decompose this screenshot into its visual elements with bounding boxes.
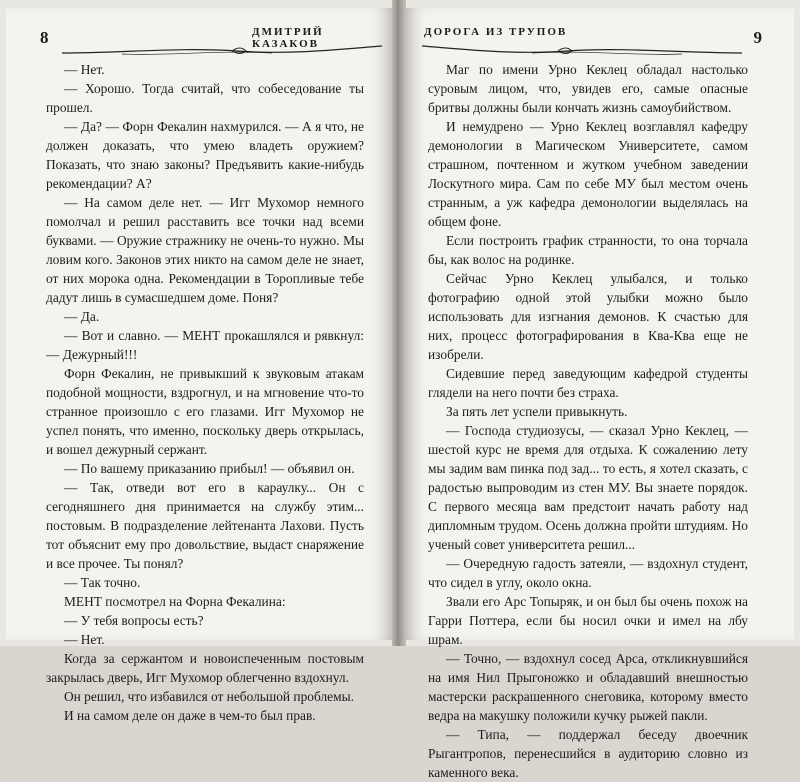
paragraph: И на самом деле он даже в чем-то был прав.: [64, 708, 316, 723]
paragraph: — Да? — Форн Фекалин нахмурился. — А я что, не должен доказать, что умею владеть оружием? Показать, что знаю законы? Предъявить какие-нибудь рекомендации? А?: [46, 119, 364, 191]
paragraph: — Точно, — вздохнул сосед Арса, откликнувшийся на имя Нил Прыгоножко и обладавший внешностью мастерски раскрашенного снеговика, которому вместо ведра на макушку положили кучку рыжей пакли.: [428, 651, 748, 723]
paragraph: За пять лет успели привыкнуть.: [446, 404, 628, 419]
book-gutter: [392, 0, 406, 646]
paragraph: — На самом деле нет. — Игг Мухомор немного помолчал и решил расставить все точки над всеми буквами. — Оружие стражнику не очень-то нужно. Мы ловим кого. Законов этих никто на самом деле не знает, от них морока одна. Рекомендации в Торопливые тебе дадут лишь в сумасшедшем доме. Поня?: [46, 195, 364, 305]
header-ornament-icon: [62, 44, 382, 58]
paragraph: — Так, отведи вот его в караулку... Он с сегодняшнего дня принимается на службу этим... постовым. В подразделение лейтенанта Лахови. Пусть тот объяснит ему про довольствие, выдаст снаряжение и все прочее. Ты понял?: [46, 480, 364, 571]
paragraph: МЕНТ посмотрел на Форна Фекалина:: [64, 594, 286, 609]
paragraph: Когда за сержантом и новоиспеченным постовым закрылась дверь, Игг Мухомор облегченно вздохнул.: [46, 651, 364, 685]
header-ornament-icon: [422, 44, 742, 58]
right-page-text: [428, 60, 748, 782]
running-head: ДМИТРИЙ КАЗАКОВ: [252, 26, 324, 50]
paragraph: Сидевшие перед заведующим кафедрой студенты глядели на него почти без страха.: [428, 366, 748, 400]
page-number: 9: [753, 28, 762, 47]
paragraph: — Очередную гадость затеяли, — вздохнул студент, что сидел в углу, около окна.: [428, 556, 748, 590]
paragraph: — Типа, — поддержал беседу двоечник Рыгантропов, перенесшийся в аудиторию словно из каменного века.: [428, 727, 748, 780]
paragraph: Он решил, что избавился от небольшой проблемы.: [64, 689, 354, 704]
paragraph: И немудрено — Урно Кеклец возглавлял кафедру демонологии в Магическом Университете, самом страшном, почтенном и жутком учебном заведении Лоскутного мира. Сам по себе МУ был местом очень странным, а уж кафедра демонологии выделялась на общем фоне.: [428, 119, 748, 229]
paragraph: Форн Фекалин, не привыкший к звуковым атакам подобной мощности, вздрогнул, и на мгновение что-то странное произошло с его глазами. Игг Мухомор не успел понять, что именно, поскольку дверь открылась, и вошел дежурный сержант.: [46, 366, 364, 457]
right-page: [406, 8, 794, 780]
paragraph: — Вот и славно. — МЕНТ прокашлялся и рявкнул: — Дежурный!!!: [46, 328, 364, 362]
paragraph: — У тебя вопросы есть?: [64, 613, 204, 628]
paragraph: — По вашему приказанию прибыл! — объявил он.: [64, 461, 355, 476]
paragraph: Если построить график странности, то она торчала бы, как волос на родинке.: [428, 233, 748, 267]
paragraph: — Да.: [64, 309, 100, 324]
left-page-header: [6, 20, 392, 54]
paragraph: Маг по имени Урно Кеклец обладал настолько суровым лицом, что, увидев его, самые опасные бритвы должны были кончать жизнь самоубийством.: [428, 62, 748, 115]
page-number: 8: [40, 28, 49, 47]
paragraph: — Нет.: [64, 632, 105, 647]
right-page-header: [406, 20, 794, 54]
paragraph: — Так точно.: [64, 575, 141, 590]
left-page: [6, 8, 392, 723]
paragraph: Звали его Арс Топыряк, и он был бы очень похож на Гарри Поттера, если бы носил очки и имел на лбу шрам.: [428, 594, 748, 647]
paragraph: — Хорошо. Тогда считай, что собеседование ты прошел.: [46, 81, 364, 115]
left-page-text: [46, 60, 364, 725]
paragraph: Сейчас Урно Кеклец улыбался, и только фотографию одной этой улыбки можно было использовать для изгнания демонов. К счастью для них, процесс фотографирования в Ква-Ква еще не изобрели.: [428, 271, 748, 362]
paragraph: — Господа студиозусы, — сказал Урно Кеклец, — шестой курс не время для отдыха. К сожалению лету мы задим вам пинка под зад... то есть, я хотел сказать, с радостью выпроводим из стен МУ. Вы знаете порядок. С первого месяца вам предстоит начать работу над дипломным трудом. Осень должна пройти штудиям. Но ученый совет университета решил...: [428, 423, 748, 552]
running-head: ДОРОГА ИЗ ТРУПОВ: [424, 26, 568, 38]
paragraph: — Нет.: [64, 62, 105, 77]
